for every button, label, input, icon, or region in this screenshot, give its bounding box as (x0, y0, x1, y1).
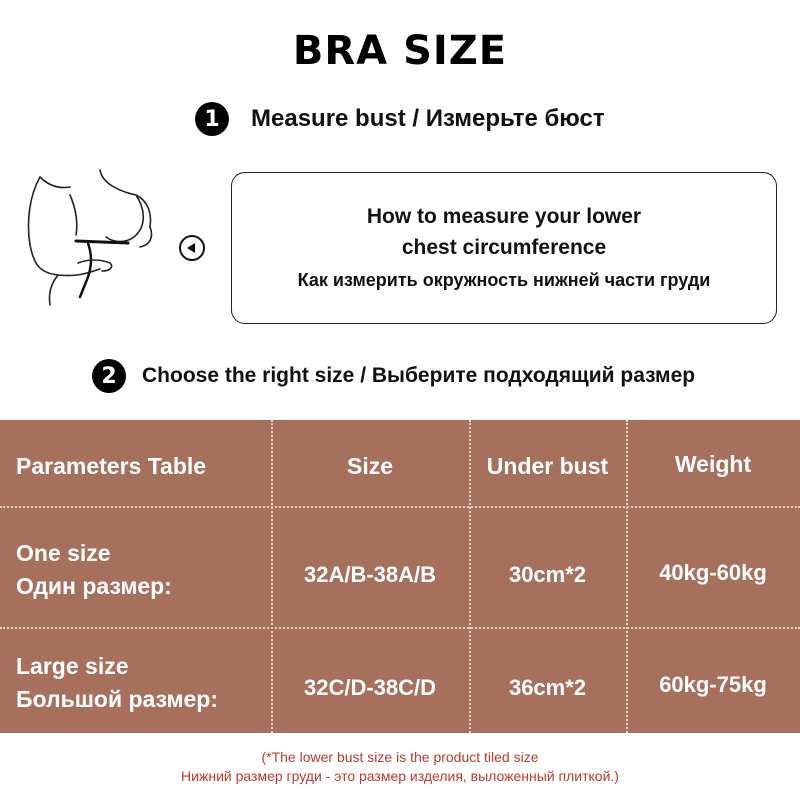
step-number-2-icon: 2 (92, 359, 126, 393)
info-box (231, 172, 777, 324)
step-1 (195, 102, 605, 136)
header-under-bust: Under bust (486, 453, 609, 479)
row-1-param-ru: Один размер: (16, 573, 172, 599)
header-weight: Weight (674, 451, 752, 477)
row-1-weight: 40kg-60kg (659, 560, 767, 585)
row-1-size: 32A/B-38A/B (303, 562, 437, 587)
row-2-size: 32C/D-38C/D (303, 675, 437, 700)
row-2-under-bust: 36cm*2 (508, 675, 587, 700)
info-text-en (232, 201, 776, 263)
size-table (0, 420, 800, 733)
table-divider (0, 506, 800, 508)
row-1-parameter (16, 537, 172, 603)
step-2 (92, 359, 695, 393)
body-measure-illustration (18, 165, 168, 310)
footnote-ru: Нижний размер груди - это размер изделия, выложенный плиткой.) (181, 768, 619, 784)
info-text-ru: Как измерить окружность нижней части груди (297, 270, 711, 290)
info-line-1: How to measure your lower (366, 205, 642, 228)
header-parameters: Parameters Table (16, 453, 207, 479)
arrow-left-icon (179, 235, 205, 261)
row-2-param-en: Large size (16, 653, 129, 679)
page-title: BRA SIZE (292, 28, 508, 74)
info-line-2: chest circumference (401, 236, 607, 259)
footnote-en: (*The lower bust size is the product tiled size (261, 749, 539, 765)
row-1-under-bust: 30cm*2 (508, 562, 587, 587)
step-1-text: Measure bust / Измерьте бюст (251, 105, 605, 132)
row-2-parameter (16, 650, 218, 716)
row-2-param-ru: Большой размер: (16, 686, 219, 712)
row-1-param-en: One size (16, 540, 111, 566)
step-number-1-icon: 1 (195, 102, 229, 136)
header-size: Size (346, 453, 394, 479)
step-2-text: Choose the right size / Выберите подходящий размер (142, 364, 696, 387)
footnote (0, 748, 800, 786)
row-2-weight: 60kg-75kg (659, 672, 767, 697)
table-divider (0, 627, 800, 629)
